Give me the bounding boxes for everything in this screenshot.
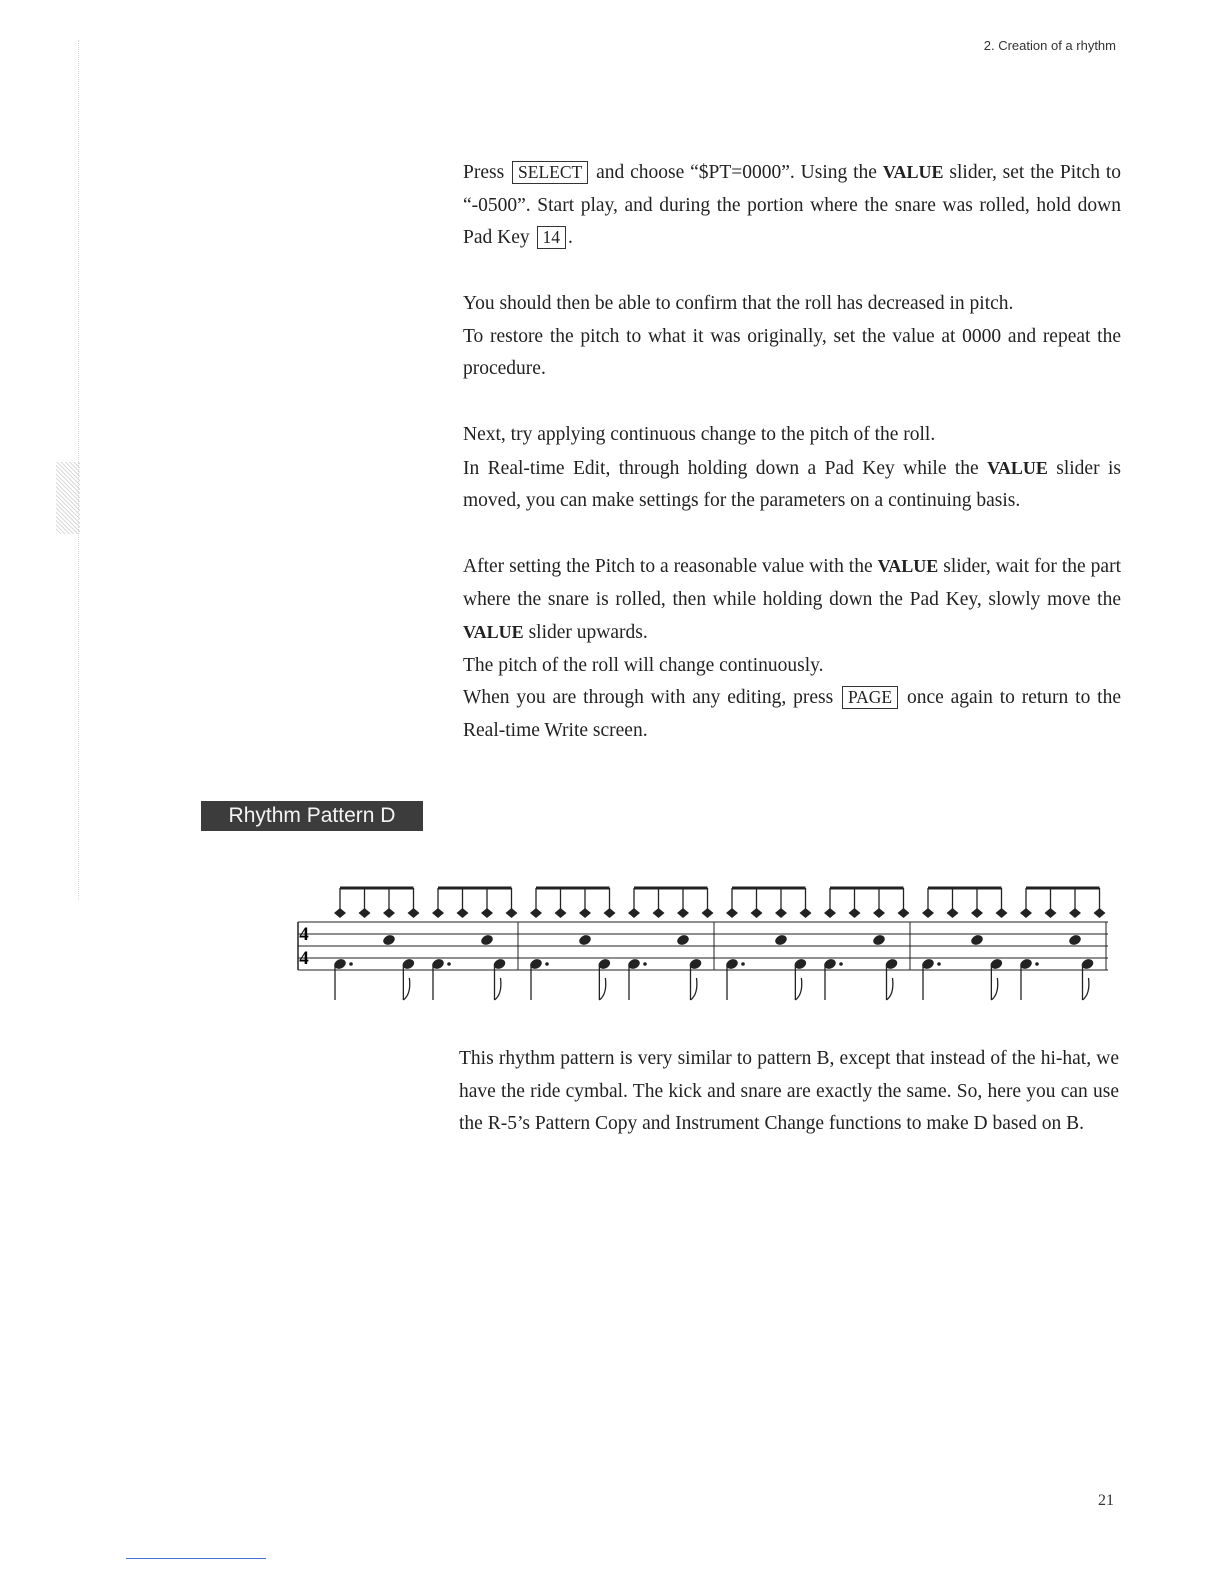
note-dot — [839, 962, 843, 966]
text-run: In Real-time Edit, through holding down a Pad Key while the — [463, 457, 988, 479]
note-flag — [403, 978, 409, 1000]
paragraph-slider-procedure — [463, 550, 1121, 747]
text-line: This rhythm pattern is very similar to pattern B, except that instead of the hi-hat, we have the ride cymbal. The kick and snare are exactly the same. So, here you can use the R-5’s Pattern Copy and Instrument Change functions to make D based on B. — [459, 1048, 1119, 1134]
value-label: VALUE — [877, 556, 939, 576]
note-dot — [349, 962, 353, 966]
text-line: To restore the pitch to what it was originally, set the value at 0000 and repeat the procedure. — [463, 325, 1121, 379]
section-heading-rhythm-pattern-d: Rhythm Pattern D — [201, 801, 423, 831]
snare-note — [382, 933, 397, 946]
snare-note — [480, 933, 495, 946]
value-label: VALUE — [882, 162, 944, 182]
paragraph-select-pitch — [463, 156, 1121, 255]
text-line: You should then be able to confirm that the roll has decreased in pitch. — [463, 293, 1014, 314]
text-run: slider is moved, you can make settings for the parameters on a continuing basis. — [463, 457, 1121, 511]
note-flag — [494, 978, 500, 1000]
note-flag — [690, 978, 696, 1000]
scan-speckle — [56, 462, 80, 534]
page-number: 21 — [1098, 1492, 1114, 1509]
text-run: once again to return to the Real-time Write screen. — [463, 687, 1121, 741]
text-run: After setting the Pitch to a reasonable value with the — [463, 556, 878, 577]
text-run: slider, wait for the part where the snare is rolled, then while holding down the Pad Key, slowly move the — [463, 556, 1121, 610]
time-signature-bottom: 4 — [299, 948, 309, 969]
text-run: Press — [463, 162, 511, 183]
pad-key-14: 14 — [537, 226, 567, 249]
note-flag — [599, 978, 605, 1000]
snare-note — [676, 933, 691, 946]
select-key: SELECT — [512, 161, 588, 184]
staff-lines — [298, 922, 1108, 970]
text-run: slider, set the Pitch to “-0500”. Start play, and during the portion where the snare was rolled, hold down Pad Key — [463, 162, 1122, 248]
notes-layer — [333, 888, 1106, 1000]
text-run: slider upwards. — [523, 622, 648, 643]
snare-note — [578, 933, 593, 946]
paragraph-continuous-change — [463, 419, 1121, 518]
text-run: When you are through with any editing, press — [463, 687, 841, 708]
text-run: . — [568, 227, 573, 248]
snare-note — [774, 933, 789, 946]
time-signature-top: 4 — [299, 924, 309, 945]
scan-underline — [126, 1558, 266, 1559]
rhythm-score — [290, 880, 1120, 1008]
paragraph-confirm-roll — [463, 288, 1121, 386]
note-dot — [937, 962, 941, 966]
snare-note — [1068, 933, 1083, 946]
note-flag — [795, 978, 801, 1000]
note-flag — [1082, 978, 1088, 1000]
text-line: Next, try applying continuous change to the pitch of the roll. — [463, 424, 936, 445]
note-dot — [643, 962, 647, 966]
note-dot — [545, 962, 549, 966]
text-line: The pitch of the roll will change continuously. — [463, 654, 824, 676]
note-flag — [886, 978, 892, 1000]
snare-note — [872, 933, 887, 946]
running-header: 2. Creation of a rhythm — [983, 38, 1116, 53]
note-dot — [1035, 962, 1039, 966]
value-label: VALUE — [987, 457, 1048, 478]
paragraph-pattern-d-description — [459, 1043, 1119, 1141]
page-key: PAGE — [842, 686, 898, 709]
note-dot — [447, 962, 451, 966]
note-dot — [741, 962, 745, 966]
snare-note — [970, 933, 985, 946]
value-label: VALUE — [463, 622, 524, 642]
note-flag — [991, 978, 997, 1000]
text-run: and choose “$PT=0000”. Using the — [590, 162, 883, 183]
